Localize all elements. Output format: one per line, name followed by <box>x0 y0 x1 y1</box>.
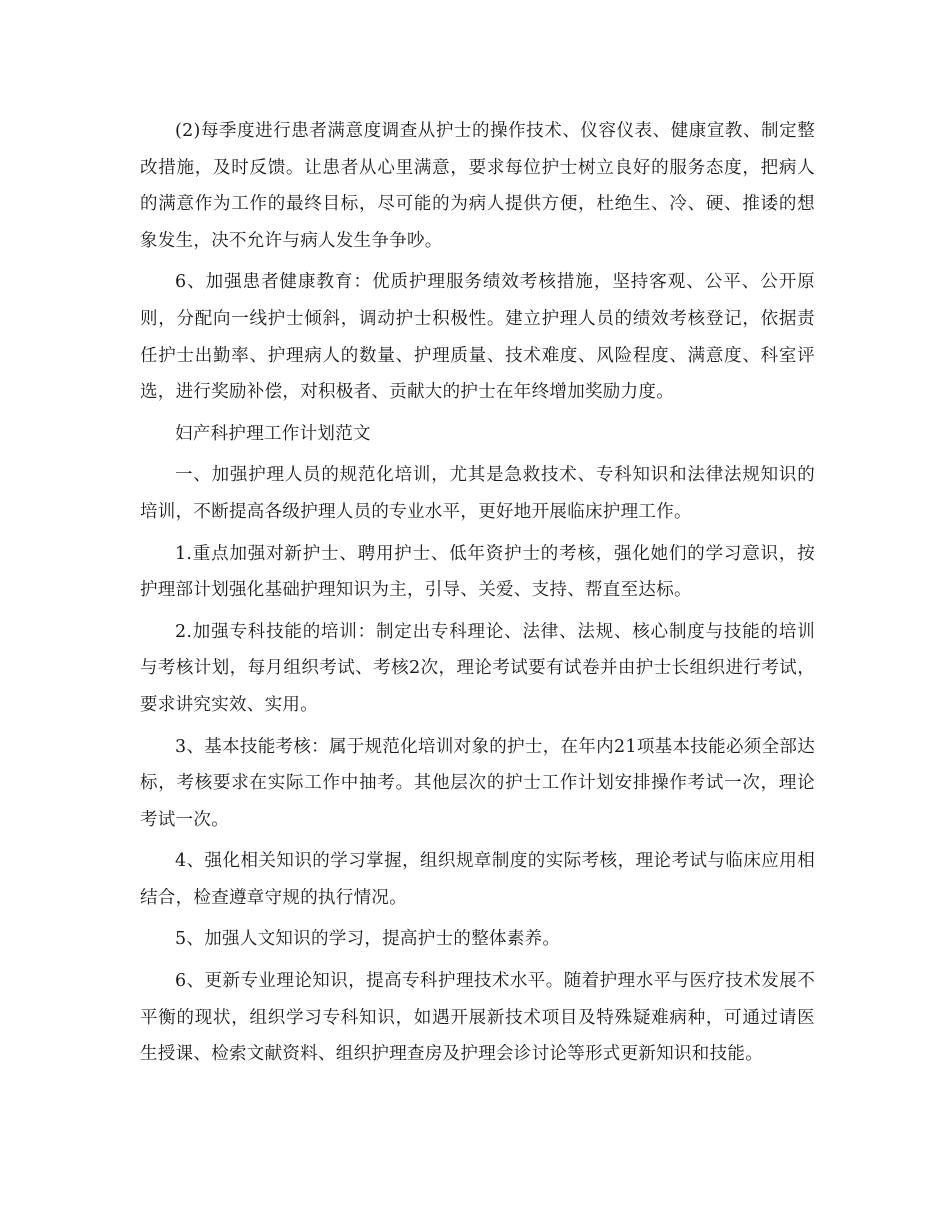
paragraph-satisfaction-survey: (2)每季度进行患者满意度调查从护士的操作技术、仪容仪表、健康宣教、制定整改措施，及时反馈。让患者从心里满意，要求每位护士树立良好的服务态度，把病人的满意作为工作的最终目标，尽可能的为病人提供方便，杜绝生、冷、硬、推诿的想象发生，决不允许与病人发生争争吵。 <box>140 121 815 251</box>
document-body <box>140 113 815 1078</box>
paragraph-item-6: 6、更新专业理论知识，提高专科护理技术水平。随着护理水平与医疗技术发展不平衡的现状，组织学习专科知识，如遇开展新技术项目及特殊疑难病种，可通过请医生授课、检索文献资料、组织护理查房及护理会诊讨论等形式更新知识和技能。 <box>140 971 815 1065</box>
paragraph-item-4: 4、强化相关知识的学习掌握，组织规章制度的实际考核，理论考试与临床应用相结合，检查遵章守规的执行情况。 <box>140 851 815 908</box>
paragraph-item-5: 5、加强人文知识的学习，提高护士的整体素养。 <box>175 929 561 950</box>
paragraph-item-3: 3、基本技能考核：属于规范化培训对象的护士，在年内21项基本技能必须全部达标，考核要求在实际工作中抽考。其他层次的护士工作计划安排操作考试一次，理论考试一次。 <box>140 736 815 830</box>
paragraph-item-1: 1.重点加强对新护士、聘用护士、低年资护士的考核，强化她们的学习意识，按护理部计划强化基础护理知识为主，引导、关爱、支持、帮直至达标。 <box>140 543 815 601</box>
paragraph-item-2: 2.加强专科技能的培训：制定出专科理论、法律、法规、核心制度与技能的培训与考核计划，每月组织考试、考核2次，理论考试要有试卷并由护士长组织进行考试，要求讲究实效、实用。 <box>140 621 815 715</box>
section-heading: 妇产科护理工作计划范文 <box>175 423 371 444</box>
paragraph-training: 一、加强护理人员的规范化培训，尤其是急救技术、专科知识和法律法规知识的培训，不断提高各级护理人员的专业水平，更好地开展临床护理工作。 <box>140 465 815 522</box>
paragraph-health-education: 6、加强患者健康教育：优质护理服务绩效考核措施，坚持客观、公平、公开原则，分配向一线护士倾斜，调动护士积极性。建立护理人员的绩效考核登记，依据责任护士出勤率、护理病人的数量、护理质量、技术难度、风险程度、满意度、科室评选，进行奖励补偿，对积极者、贡献大的护士在年终增加奖励力度。 <box>140 272 815 403</box>
